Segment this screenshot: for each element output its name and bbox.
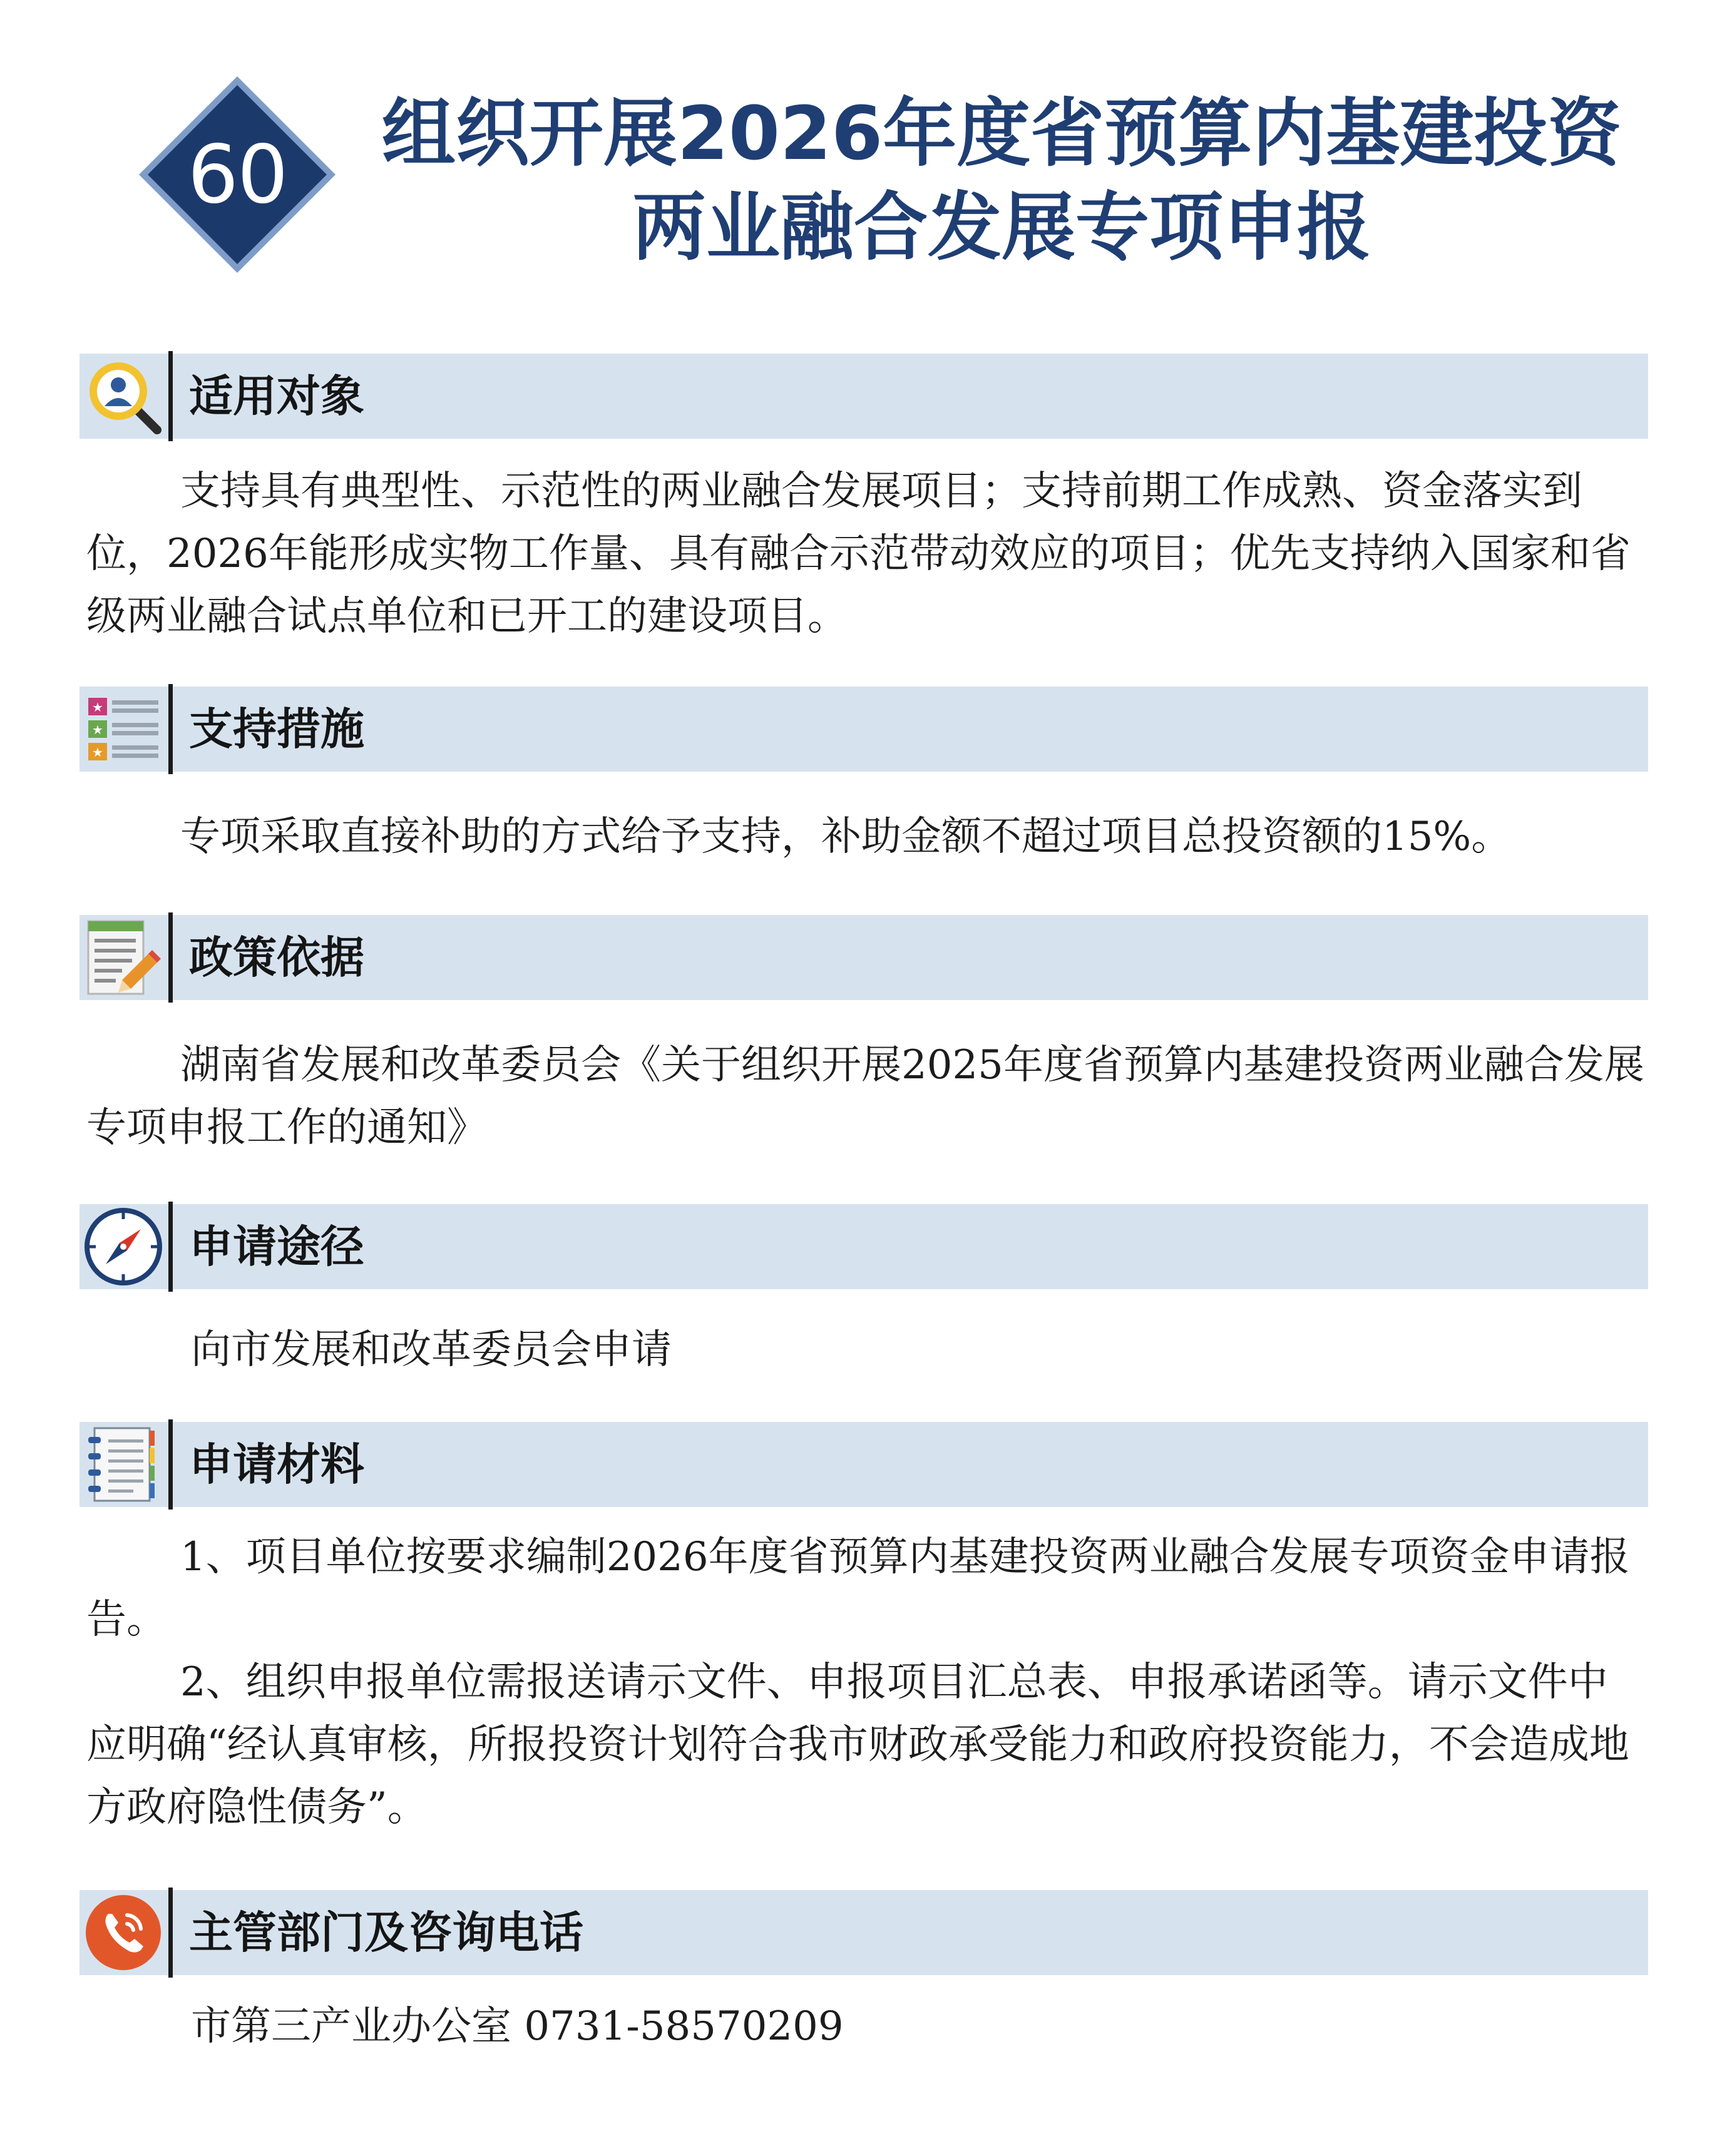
title-line-1: 组织开展2026年度省预算内基建投资 [381, 90, 1622, 176]
section-divider [168, 1888, 173, 1978]
section-divider [168, 912, 173, 1003]
target-text: 支持具有典型性、示范性的两业融合发展项目；支持前期工作成熟、资金落实到位，2026年能形成实物工作量、具有融合示范带动效应的项目；优先支持纳入国家和省级两业融合试点单位和已开工的建设项目。 [86, 468, 1631, 640]
section-header-materials [79, 1422, 1648, 1507]
svg-text:★: ★ [92, 700, 103, 715]
compass-icon [83, 1207, 163, 1287]
checklist-icon [83, 689, 163, 769]
section-divider [168, 1419, 173, 1510]
notebook-icon [83, 1424, 163, 1505]
section-header-contact [79, 1890, 1648, 1975]
page-title [376, 86, 1627, 274]
channel-text: 向市发展和改革委员会申请 [191, 1327, 672, 1373]
section-heading: 申请材料 [189, 1439, 364, 1490]
section-heading: 申请途径 [189, 1221, 364, 1272]
phone-icon [83, 1893, 163, 1973]
basis-text: 湖南省发展和改革委员会《关于组织开展2025年度省预算内基建投资两业融合发展专项申报工作的通知》 [86, 1042, 1644, 1151]
section-header-measures [79, 687, 1648, 772]
svg-text:★: ★ [92, 722, 103, 737]
section-heading: 适用对象 [189, 370, 364, 422]
measures-text: 专项采取直接补助的方式给予支持，补助金额不超过项目总投资额的15%。 [180, 814, 1512, 860]
section-divider [168, 351, 173, 441]
contact-text: 市第三产业办公室 0731-58570209 [191, 2003, 844, 2050]
section-header-channel [79, 1204, 1648, 1289]
title-line-2: 两业融合发展专项申报 [632, 184, 1371, 270]
materials-item-2: 2、组织申报单位需报送请示文件、申报项目汇总表、申报承诺函等。请示文件中应明确“经认真审核，所报投资计划符合我市财政承受能力和政府投资能力，不会造成地方政府隐性债务”。 [86, 1659, 1629, 1831]
section-header-target [79, 354, 1648, 439]
magnifier-person-icon [83, 356, 163, 436]
document-pencil-icon [83, 917, 163, 998]
section-header-basis [79, 915, 1648, 1000]
materials-item-1: 1、项目单位按要求编制2026年度省预算内基建投资两业融合发展专项资金申请报告。 [86, 1534, 1630, 1643]
svg-text:★: ★ [92, 745, 103, 760]
section-divider [168, 684, 173, 774]
section-heading: 支持措施 [189, 703, 364, 755]
number-badge [136, 74, 338, 275]
section-heading: 主管部门及咨询电话 [189, 1907, 583, 1958]
badge-number: 60 [187, 128, 287, 222]
section-divider [168, 1202, 173, 1292]
section-heading: 政策依据 [189, 932, 364, 983]
